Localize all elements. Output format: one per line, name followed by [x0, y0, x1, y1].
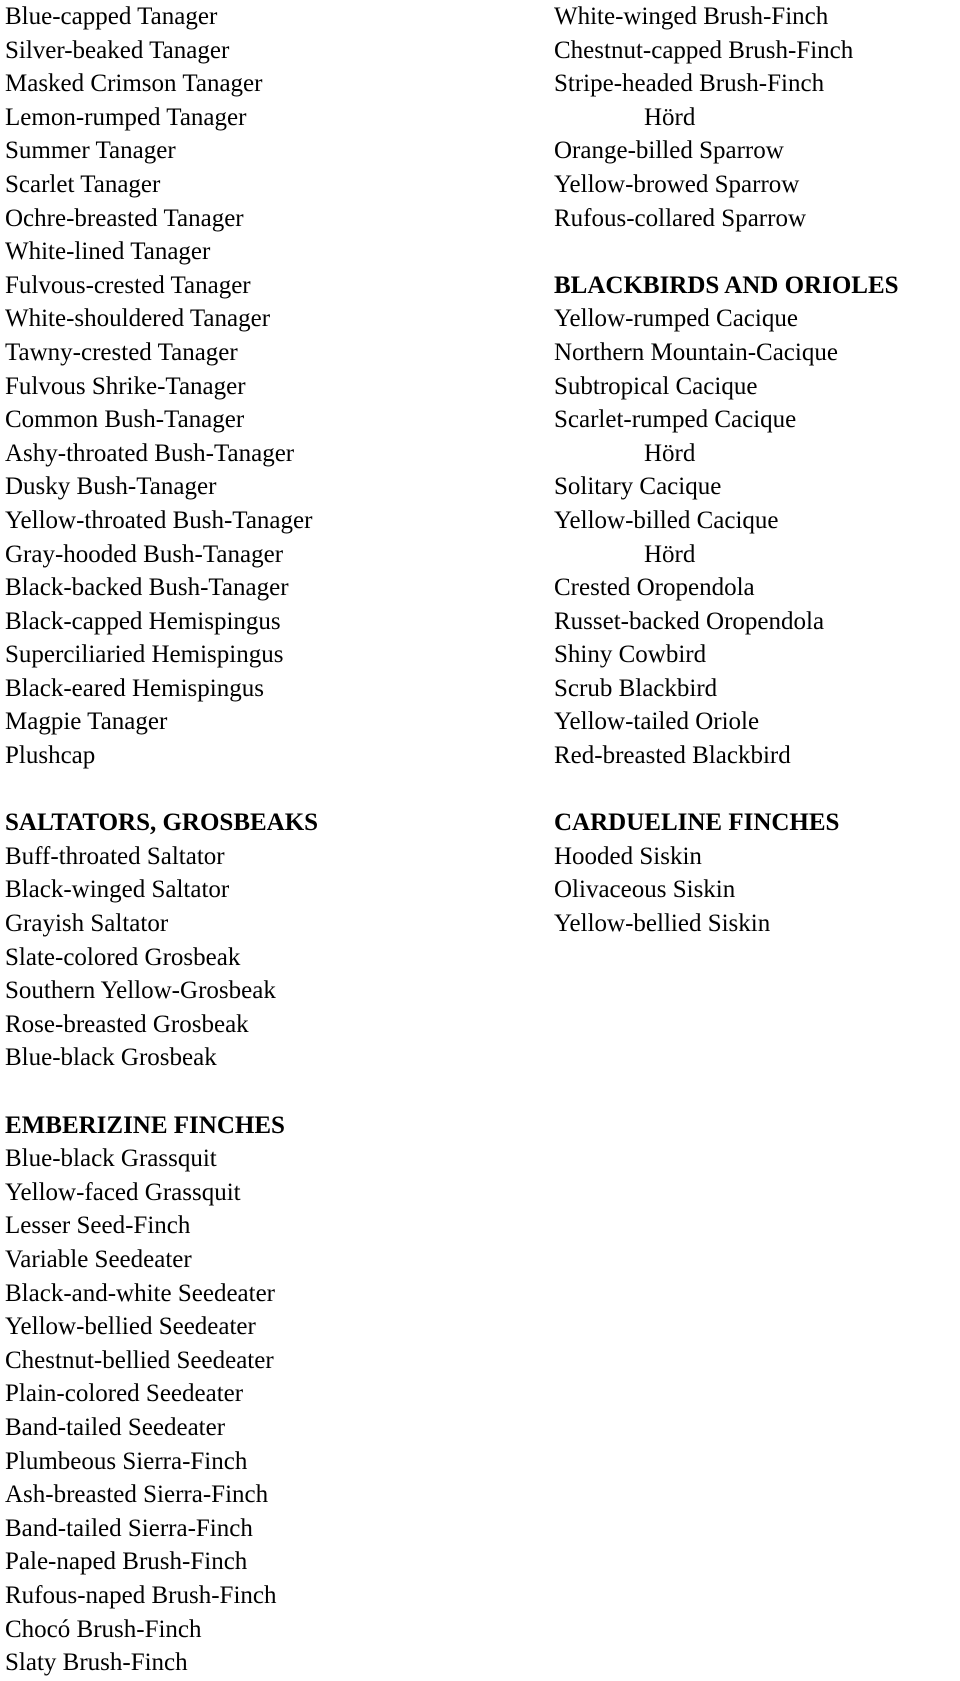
species-name: Summer Tanager — [5, 137, 176, 165]
species-name: Common Bush-Tanager — [5, 406, 245, 434]
species-name: Plain-colored Seedeater — [5, 1380, 244, 1408]
species-name: Black-eared Hemispingus — [5, 674, 264, 702]
species-name: Northern Mountain-Cacique — [554, 338, 838, 366]
species-name: Lesser Seed-Finch — [5, 1212, 191, 1240]
species-name: White-shouldered Tanager — [5, 305, 271, 333]
species-name: White-lined Tanager — [5, 238, 211, 266]
species-name: Black-capped Hemispingus — [5, 607, 281, 635]
species-name: Yellow-rumped Cacique — [554, 305, 798, 333]
species-column-left — [5, 0, 535, 1680]
species-name: Blue-capped Tanager — [5, 3, 218, 30]
species-name: Crested Oropendola — [554, 574, 755, 602]
species-name: Fulvous Shrike-Tanager — [5, 372, 246, 400]
species-name: Fulvous-crested Tanager — [5, 271, 251, 299]
section-spacer — [554, 235, 960, 269]
species-name: Tawny-crested Tanager — [5, 338, 238, 366]
species-name: Subtropical Cacique — [554, 372, 758, 400]
species-name: Scarlet Tanager — [5, 170, 161, 198]
species-name: Scarlet-rumped Cacique — [554, 406, 797, 434]
species-name: Rufous-collared Sparrow — [554, 204, 807, 232]
species-name: Olivaceous Siskin — [554, 876, 736, 904]
species-name: Rose-breasted Grosbeak — [5, 1010, 249, 1038]
species-name: Hooded Siskin — [554, 842, 702, 870]
species-name: Ash-breasted Sierra-Finch — [5, 1481, 269, 1509]
species-name: Yellow-bellied Seedeater — [5, 1313, 256, 1341]
species-name: Blue-black Grassquit — [5, 1145, 217, 1173]
section-spacer — [5, 1075, 535, 1109]
species-name: Magpie Tanager — [5, 708, 168, 736]
species-name: Band-tailed Sierra-Finch — [5, 1514, 253, 1542]
species-name: Black-winged Saltator — [5, 876, 230, 904]
species-name: Lemon-rumped Tanager — [5, 103, 247, 131]
section-heading: BLACKBIRDS AND ORIOLES — [554, 271, 899, 299]
section-spacer — [554, 773, 960, 807]
species-name: Yellow-browed Sparrow — [554, 170, 800, 198]
species-name: Superciliaried Hemispingus — [5, 641, 284, 669]
species-name: Black-and-white Seedeater — [5, 1279, 276, 1307]
species-name: Slate-colored Grosbeak — [5, 943, 241, 971]
section-heading: CARDUELINE FINCHES — [554, 809, 840, 837]
species-name: Chestnut-bellied Seedeater — [5, 1346, 274, 1374]
heard-note: Hörd — [644, 439, 696, 467]
species-name: Yellow-tailed Oriole — [554, 708, 760, 736]
species-name: Variable Seedeater — [5, 1245, 192, 1273]
species-name: Solitary Cacique — [554, 473, 722, 501]
species-name: Orange-billed Sparrow — [554, 137, 784, 165]
species-name: Rufous-naped Brush-Finch — [5, 1581, 277, 1609]
species-name: Yellow-throated Bush-Tanager — [5, 506, 313, 534]
section-heading: EMBERIZINE FINCHES — [5, 1111, 285, 1139]
species-name: Black-backed Bush-Tanager — [5, 574, 289, 602]
species-name: Masked Crimson Tanager — [5, 70, 263, 98]
species-name: Plushcap — [5, 742, 96, 770]
species-name: Yellow-faced Grassquit — [5, 1178, 241, 1206]
species-name: Slaty Brush-Finch — [5, 1649, 188, 1677]
species-name: Southern Yellow-Grosbeak — [5, 977, 276, 1005]
species-column-right — [554, 0, 960, 941]
species-name: Blue-black Grosbeak — [5, 1044, 217, 1072]
species-name: Red-breasted Blackbird — [554, 742, 791, 770]
heard-note: Hörd — [644, 103, 696, 131]
species-name: Russet-backed Oropendola — [554, 607, 825, 635]
species-name: Grayish Saltator — [5, 910, 169, 938]
species-name: Yellow-billed Cacique — [554, 506, 779, 534]
section-spacer — [5, 773, 535, 807]
species-name: Shiny Cowbird — [554, 641, 707, 669]
species-name: Pale-naped Brush-Finch — [5, 1548, 248, 1576]
section-heading: SALTATORS, GROSBEAKS — [5, 809, 319, 837]
species-name: Dusky Bush-Tanager — [5, 473, 217, 501]
species-name: Silver-beaked Tanager — [5, 36, 230, 64]
species-name: Stripe-headed Brush-Finch — [554, 70, 825, 98]
heard-note: Hörd — [644, 540, 696, 568]
species-name: Buff-throated Saltator — [5, 842, 225, 870]
species-name: Chestnut-capped Brush-Finch — [554, 36, 854, 64]
species-name: Band-tailed Seedeater — [5, 1413, 226, 1441]
species-name: Ashy-throated Bush-Tanager — [5, 439, 295, 467]
species-name: Gray-hooded Bush-Tanager — [5, 540, 284, 568]
species-name: Chocó Brush-Finch — [5, 1615, 202, 1643]
species-name: White-winged Brush-Finch — [554, 3, 829, 30]
species-name: Plumbeous Sierra-Finch — [5, 1447, 248, 1475]
species-name: Scrub Blackbird — [554, 674, 718, 702]
species-name: Yellow-bellied Siskin — [554, 910, 771, 938]
species-name: Ochre-breasted Tanager — [5, 204, 244, 232]
